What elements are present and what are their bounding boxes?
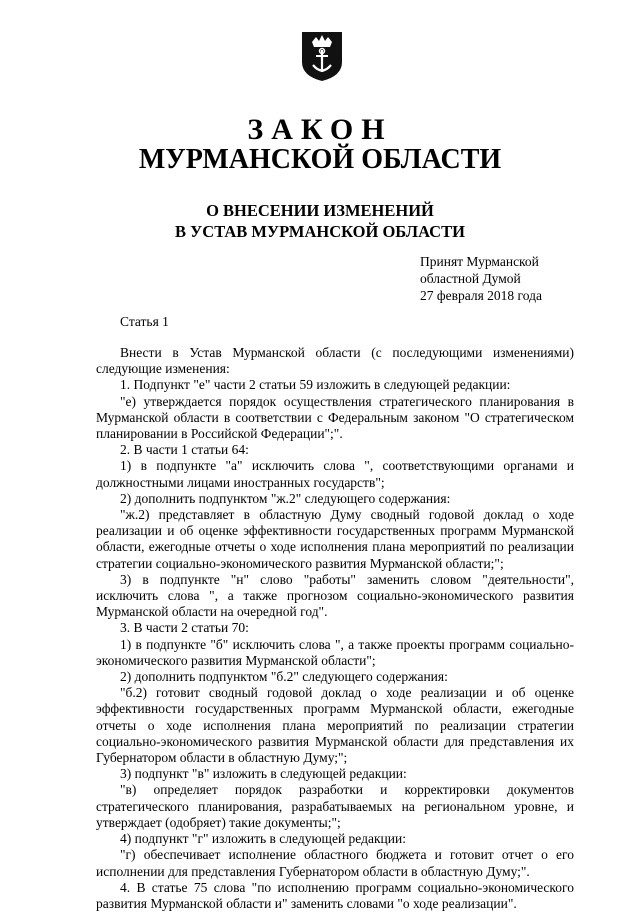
adoption-line-1: Принят Мурманской [420, 254, 539, 269]
coat-of-arms-icon [300, 30, 344, 82]
paragraph: 4) подпункт "г" изложить в следующей редакции: [120, 831, 406, 847]
paragraph: 3) подпункт "в" изложить в следующей редакции: [120, 766, 407, 782]
paragraph: "б.2) готовит сводный годовой доклад о ходе реализации и об оценке эффективности государственных программ Мурманской области, ежегодные отчеты о ходе исполнения плана мероприятий по реализации стратегии социально-экономического развития Мурманской области для представления их Губернатором области в областную Думу;"; [96, 685, 574, 766]
adoption-line-2: областной Думой [420, 271, 521, 286]
paragraph: "г) обеспечивает исполнение областного бюджета и готовит отчет о его исполнении для представления Губернатором области в областную Думу;". [96, 847, 574, 879]
article-heading: Статья 1 [120, 314, 169, 329]
paragraph: "ж.2) представляет в областную Думу сводный годовой доклад о ходе реализации и об оценке эффективности государственных программ Мурманской области, ежегодные отчеты о ходе исполнения плана мероприятий по реализации стратегии социально-экономического развития Мурманской области;"; [96, 507, 574, 571]
adoption-note [420, 253, 542, 304]
paragraph: 3. В части 2 статьи 70: [120, 620, 249, 636]
paragraph: 2) дополнить подпунктом "б.2" следующего содержания: [120, 669, 448, 685]
region-title: МУРМАНСКОЙ ОБЛАСТИ [138, 144, 502, 175]
law-subject-line-1: О ВНЕСЕНИИ ИЗМЕНЕНИЙ [206, 201, 434, 220]
paragraph: 2. В части 1 статьи 64: [120, 442, 249, 458]
paragraph: 3) в подпункте "н" слово "работы" заменить словом "деятельности", исключить слова ", а также прогнозом социально-экономического развития Мурманской области на очередной год". [96, 571, 574, 620]
paragraph: 4. В статье 75 слова "по исполнению программ социально-экономического развития Мурманской области и" заменить словами "о ходе реализации". [96, 879, 574, 911]
adoption-date: 27 февраля 2018 года [420, 288, 542, 303]
paragraph: 1. Подпункт "е" части 2 статьи 59 изложить в следующей редакции: [120, 377, 511, 393]
paragraph: "е) утверждается порядок осуществления стратегического планирования в Мурманской области в соответствии с Федеральным законом "О стратегическом планировании в Российской Федерации";". [96, 393, 574, 442]
paragraph: 1) в подпункте "б" исключить слова ", а также проекты программ социально-экономического развития Мурманской области"; [96, 636, 574, 668]
paragraph: 1) в подпункте "а" исключить слова ", соответствующими органами и должностными лицами иностранных государств"; [96, 458, 574, 490]
article-body [96, 345, 574, 912]
paragraph: 2) дополнить подпунктом "ж.2" следующего содержания: [120, 490, 451, 506]
law-title: ЗАКОН [247, 113, 393, 146]
law-subject-line-2: В УСТАВ МУРМАНСКОЙ ОБЛАСТИ [175, 222, 465, 241]
paragraph: Внести в Устав Мурманской области (с последующими изменениями) следующие изменения: [96, 345, 574, 377]
paragraph: "в) определяет порядок разработки и корректировки документов стратегического планирования, разрабатываемых на региональном уровне, и утверждает (одобряет) такие документы;"; [96, 782, 574, 830]
